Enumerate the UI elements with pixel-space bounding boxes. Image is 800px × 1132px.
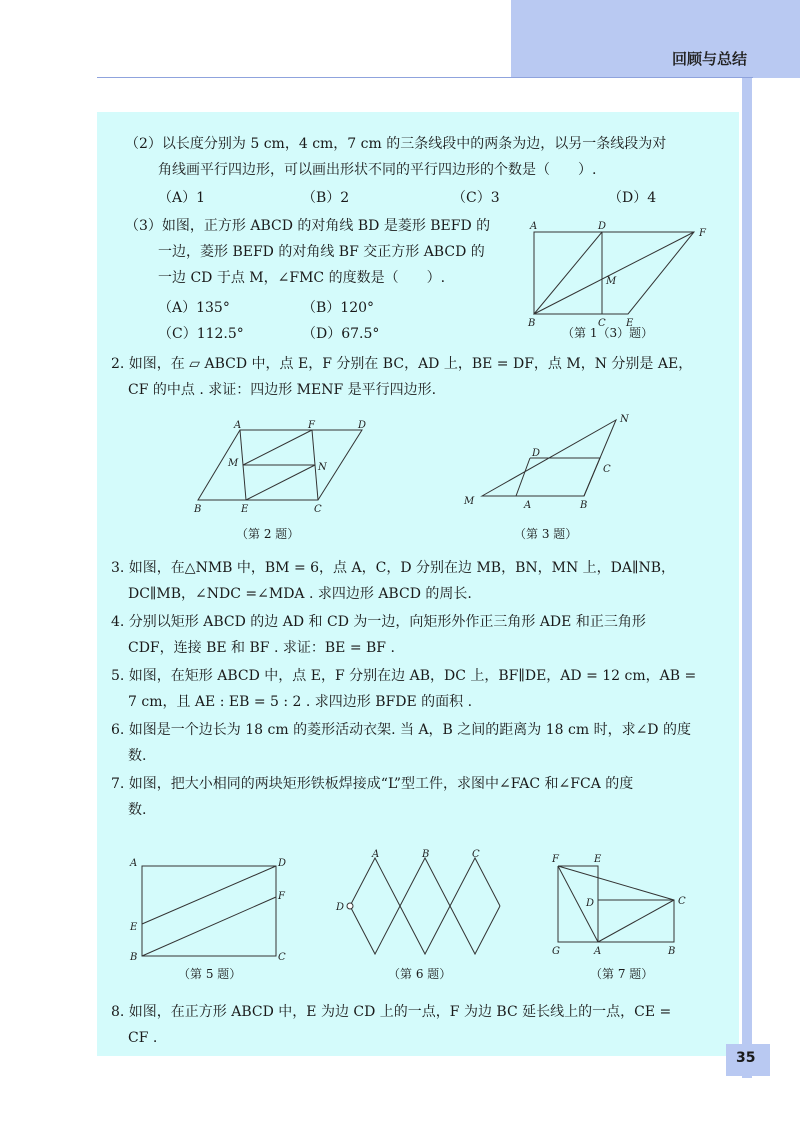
q5-line2: 7 cm，且 AE : EB = 5 : 2 . 求四边形 BFDE 的面积 . [128, 694, 473, 710]
figure-q1-3 [520, 216, 720, 329]
label-e: E [241, 504, 249, 515]
label-g: G [552, 946, 560, 957]
label-a: A [234, 420, 242, 431]
label-f: F [552, 854, 559, 865]
label-d: D [278, 858, 287, 869]
label-b: B [528, 318, 536, 329]
label-c: C [598, 318, 606, 329]
q7-line2: 数. [128, 802, 147, 818]
q1-part3-option-b: （B）120° [302, 300, 375, 316]
label-d: D [532, 448, 541, 459]
side-bar [742, 78, 752, 1078]
label-f: F [278, 891, 285, 902]
q1-part2-line1: （2）以长度分别为 5 cm，4 cm，7 cm 的三条线段中的两条为边，以另一条线段为对 [125, 136, 667, 152]
label-m: M [464, 496, 475, 507]
q5-line1: 5. 如图，在矩形 ABCD 中，点 E，F 分别在边 AB，DC 上，BF∥DE，AD = 12 cm，AB = [111, 668, 697, 684]
q1-part3-option-c: （C）112.5° [158, 326, 244, 342]
label-b: B [668, 946, 676, 957]
label-a: A [524, 500, 532, 511]
figure-q5 [126, 852, 296, 967]
label-b: B [580, 500, 588, 511]
label-e: E [626, 318, 634, 329]
label-c: C [314, 504, 322, 515]
q8-line1: 8. 如图，在正方形 ABCD 中，E 为边 CD 上的一点，F 为边 BC 延长线上的一点，CE = [111, 1004, 672, 1020]
figure-q6 [332, 848, 512, 958]
label-a: A [594, 946, 602, 957]
caption-q5: （第 5 题） [178, 967, 242, 981]
label-d: D [586, 898, 595, 909]
q2-line2: CF 的中点 . 求证：四边形 MENF 是平行四边形. [128, 382, 437, 398]
q6-line1: 6. 如图是一个边长为 18 cm 的菱形活动衣架. 当 A，B 之间的距离为 18 cm 时，求∠D 的度 [111, 722, 691, 738]
q1-part2-option-d: （D）4 [608, 190, 657, 206]
label-d: D [358, 420, 367, 431]
q1-part2-option-b: （B）2 [302, 190, 350, 206]
label-d: D [336, 902, 345, 913]
label-e: E [594, 854, 602, 865]
label-c: C [678, 896, 686, 907]
label-a: A [372, 849, 380, 860]
q4-line2: CDF，连接 BE 和 BF . 求证：BE = BF . [128, 640, 395, 656]
q7-line1: 7. 如图，把大小相同的两块矩形铁板焊接成“L”型工件，求图中∠FAC 和∠FCA 的度 [111, 776, 634, 792]
label-b: B [194, 504, 202, 515]
label-f: F [308, 420, 315, 431]
q2-line1: 2. 如图，在 ▱ ABCD 中，点 E，F 分别在 BC，AD 上，BE = DF，点 M，N 分别是 AE， [111, 356, 693, 372]
q3-line1: 3. 如图，在△NMB 中，BM = 6，点 A，C，D 分别在边 MB，BN，MN 上，DA∥NB， [111, 560, 675, 576]
q6-line2: 数. [128, 748, 147, 764]
q1-part2-line2: 角线画平行四边形，可以画出形状不同的平行四边形的个数是（ ）. [158, 162, 597, 178]
label-m: M [606, 276, 617, 287]
header-rule [97, 77, 753, 78]
label-c: C [278, 952, 286, 963]
rectangle-abcd [142, 866, 276, 956]
q1-part2-option-a: （A）1 [158, 190, 206, 206]
caption-q1-3: （第 1（3）题） [562, 326, 654, 340]
q1-part3-option-a: （A）135° [158, 300, 230, 316]
label-b: B [422, 849, 430, 860]
caption-q6: （第 6 题） [388, 967, 452, 981]
label-e: E [130, 922, 138, 933]
label-c: C [472, 849, 480, 860]
label-f: F [699, 228, 706, 239]
label-c: C [603, 464, 611, 475]
q1-part2-option-c: （C）3 [452, 190, 500, 206]
q1-part3-line2: 一边，菱形 BEFD 的对角线 BF 交正方形 ABCD 的 [158, 244, 485, 260]
label-d: D [598, 221, 607, 232]
figure-q7 [548, 850, 698, 960]
diagonal-bf [534, 232, 694, 314]
label-n: N [620, 414, 629, 425]
q1-part3-option-d: （D）67.5° [302, 326, 380, 342]
label-n: N [318, 462, 327, 473]
q1-part3-line3: 一边 CD 于点 M，∠FMC 的度数是（ ）. [158, 270, 446, 286]
label-a: A [130, 858, 138, 869]
page-number: 35 [736, 1050, 756, 1066]
label-m: M [228, 458, 239, 469]
header-banner [511, 0, 800, 78]
caption-q7: （第 7 题） [590, 967, 654, 981]
q3-line2: DC∥MB，∠NDC =∠MDA . 求四边形 ABCD 的周长. [128, 586, 472, 602]
label-a: A [530, 221, 538, 232]
section-title: 回顾与总结 [672, 50, 748, 68]
q8-line2: CF . [128, 1030, 158, 1046]
q4-line1: 4. 分别以矩形 ABCD 的边 AD 和 CD 为一边，向矩形外作正三角形 ADE 和正三角形 [111, 614, 646, 630]
figure-q3 [460, 410, 640, 510]
q1-part3-line1: （3）如图，正方形 ABCD 的对角线 BD 是菱形 BEFD 的 [125, 218, 491, 234]
caption-q2: （第 2 题） [236, 527, 300, 541]
label-b: B [130, 952, 138, 963]
figure-q2 [190, 420, 370, 515]
caption-q3: （第 3 题） [514, 527, 578, 541]
